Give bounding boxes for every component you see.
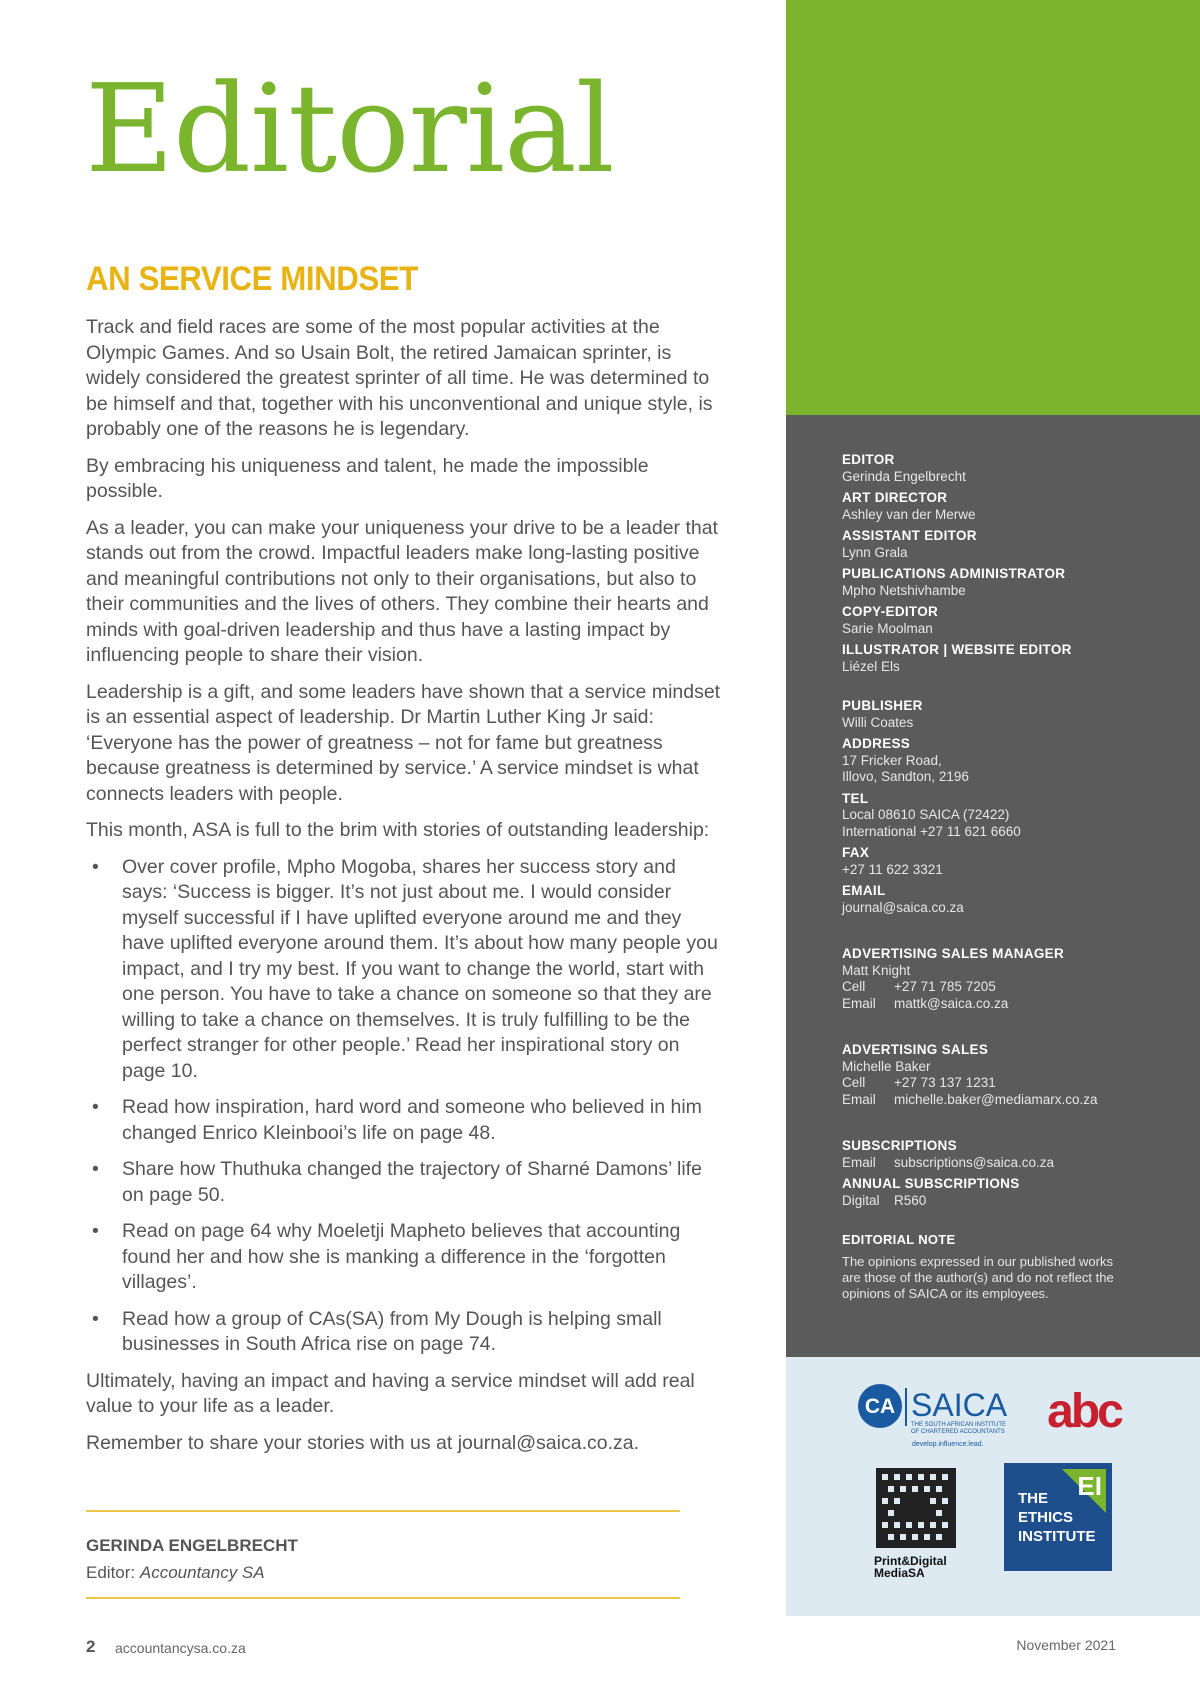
paragraph: As a leader, you can make your uniqueness your drive to be a leader that stands out from the crowd. Impactful leaders make long-lasting positive and meaningful contributions not only to their organisations, but also to their communities and the lives of others. They combine their hearts and minds with goal-driven leadership and thus have a lasting impact by influencing people to share their vision. (86, 516, 718, 666)
address-line: Illovo, Sandton, 2196 (842, 769, 969, 784)
list-item (86, 1157, 726, 1208)
article-body (86, 315, 726, 1467)
article-headline: AN SERVICE MINDSET (86, 260, 418, 298)
divider-bottom (86, 1597, 680, 1599)
list-item-text: Over cover profile, Mpho Mogoba, shares her success story and says: ‘Success is bigger. It’s not just about me. I would consider myself successful if I have uplifted everyone around me and they have uplifted everyone around them. It’s about how many people you impact, and I try my best. If you want to change the world, start with one person. You have to take a chance on someone so that they are willing to take a chance on themselves. It is truly fulfilling to be the perfect stranger for other people.’ Read her inspirational story on page 10. (122, 855, 718, 1082)
saica-mark: CA (864, 1395, 896, 1418)
abc-logo (1036, 1387, 1132, 1437)
annual-digital (842, 1193, 1182, 1210)
paragraph: Remember to share your stories with us at journal@saica.co.za. (86, 1431, 640, 1454)
digital-label: Digital (842, 1192, 880, 1208)
pub-admin-label: PUBLICATIONS ADMINISTRATOR (842, 566, 1066, 581)
signature-name: GERINDA ENGELBRECHT (86, 1536, 298, 1555)
ad-manager-name: Matt Knight (842, 962, 911, 978)
bullet: • (92, 1096, 99, 1118)
art-director-label: ART DIRECTOR (842, 490, 948, 505)
pub-admin-name: Mpho Netshivhambe (842, 582, 966, 598)
saica-tagline: develop.influence.lead. (912, 1441, 984, 1448)
ad-sales-cell (842, 1075, 1182, 1092)
annual-subscriptions-label: ANNUAL SUBSCRIPTIONS (842, 1176, 1020, 1191)
annual-digital-price: R560 (894, 1192, 927, 1208)
page-number: 2 (86, 1637, 96, 1656)
email-short-label: Email (842, 995, 876, 1011)
tel-label: TEL (842, 790, 869, 806)
ethics-text: ETHICS (1018, 1509, 1074, 1526)
list-item (86, 1307, 726, 1358)
ad-sales-cell-value: +27 73 137 1231 (894, 1075, 996, 1090)
ad-sales-email (842, 1092, 1182, 1109)
subscriptions-email (842, 1155, 1182, 1172)
subscriptions-email-value[interactable]: subscriptions@saica.co.za (894, 1154, 1055, 1170)
tel-local: Local 08610 SAICA (72422) (842, 807, 1010, 822)
email-short-label: Email (842, 1154, 876, 1170)
paragraph: Track and field races are some of the most popular activities at the Olympic Games. And so Usain Bolt, the retired Jamaican sprinter, is widely considered the greatest sprinter of all time. He was determined to be himself and that, together with his unconventional and unique style, is probably one of the reasons he is legendary. (86, 316, 713, 440)
illustrator-label: ILLUSTRATOR | WEBSITE EDITOR (842, 642, 1072, 657)
list-item-text: Read on page 64 why Moeletji Mapheto believes that accounting found her and how she is manking a difference in the ‘forgotten villages’. (122, 1220, 681, 1293)
list-item-text: Share how Thuthuka changed the trajectory of Sharné Damons’ life on page 50. (122, 1158, 702, 1206)
tel-international: International +27 11 621 6660 (842, 823, 1021, 839)
ethics-mark: EI (1077, 1471, 1102, 1501)
paragraph: Leadership is a gift, and some leaders have shown that a service mindset is an essential aspect of leadership. Dr Martin Luther King Jr said: ‘Everyone has the power of greatness – not for fame but greatness because greatness is determined by service.’ A service mindset is what connects leaders with people. (86, 680, 721, 805)
editorial-note-text: The opinions expressed in our published works are those of the author(s) and do not reflect the opinions of SAICA or its employees. (842, 1254, 1114, 1301)
editor-label: EDITOR (842, 452, 895, 467)
assistant-editor-name: Lynn Grala (842, 544, 908, 560)
pdm-grid-icon (874, 1466, 958, 1550)
ad-sales-email-value[interactable]: michelle.baker@mediamarx.co.za (894, 1091, 1098, 1107)
ad-manager-email (842, 996, 1182, 1013)
assistant-editor-label: ASSISTANT EDITOR (842, 528, 977, 543)
signature-publication: Accountancy SA (139, 1563, 265, 1582)
ethics-text: INSTITUTE (1018, 1528, 1096, 1545)
asa-logo (786, 0, 1200, 415)
divider-top (86, 1510, 680, 1512)
email-address[interactable]: journal@saica.co.za (842, 899, 964, 915)
cell-label: Cell (842, 979, 866, 994)
fax-label: FAX (842, 845, 870, 860)
paragraph: By embracing his uniqueness and talent, he made the impossible possible. (86, 454, 649, 502)
publisher-name: Willi Coates (842, 714, 914, 730)
publisher-label: PUBLISHER (842, 698, 923, 713)
print-digital-media-logo (874, 1466, 958, 1580)
footer-date: November 2021 (1016, 1637, 1116, 1653)
saica-subtitle: OF CHARTERED ACCOUNTANTS (911, 1429, 1005, 1435)
logo-panel (786, 1357, 1200, 1616)
brand-panel (786, 0, 1200, 415)
list-item (86, 1095, 726, 1146)
illustrator-name: Liézel Els (842, 658, 900, 674)
abc-text: abc (1047, 1387, 1121, 1437)
copy-editor-name: Sarie Moolman (842, 620, 933, 636)
editor-name: Gerinda Engelbrecht (842, 468, 966, 484)
paragraph: Ultimately, having an impact and having a service mindset will add real value to your life as a leader. (86, 1369, 695, 1417)
saica-logo (856, 1382, 1016, 1452)
signature-role-prefix: Editor: (86, 1563, 136, 1582)
pdm-name-line1: Print&Digital (874, 1554, 947, 1568)
page-title: Editorial (85, 58, 614, 200)
masthead (842, 452, 1182, 1214)
list-item (86, 1219, 726, 1296)
email-short-label: Email (842, 1091, 876, 1107)
ethics-text: THE (1018, 1490, 1048, 1507)
ad-manager-label: ADVERTISING SALES MANAGER (842, 946, 1065, 961)
address-line: 17 Fricker Road, (842, 752, 942, 768)
editorial-note-label: EDITORIAL NOTE (842, 1232, 956, 1247)
bullet: • (92, 1220, 99, 1242)
list-item-text: Read how a group of CAs(SA) from My Dough is helping small businesses in South Africa rise on page 74. (122, 1307, 662, 1355)
copy-editor-label: COPY-EDITOR (842, 604, 939, 619)
subscriptions-label: SUBSCRIPTIONS (842, 1138, 957, 1153)
fax-number: +27 11 622 3321 (842, 861, 943, 877)
bullet: • (92, 1307, 99, 1330)
list-item-text: Read how inspiration, hard word and someone who believed in him changed Enrico Kleinbooi’s life on page 48. (122, 1096, 702, 1144)
cell-label: Cell (842, 1075, 866, 1090)
saica-name: SAICA (911, 1387, 1008, 1423)
ethics-institute-logo (1004, 1463, 1112, 1571)
email-label: EMAIL (842, 883, 886, 898)
story-list (86, 855, 726, 1358)
bullet: • (92, 855, 99, 878)
ad-manager-cell-value: +27 71 785 7205 (894, 979, 996, 994)
address-label: ADDRESS (842, 736, 911, 751)
bullet: • (92, 1158, 99, 1180)
saica-subtitle: THE SOUTH AFRICAN INSTITUTE (911, 1422, 1007, 1428)
editorial-note (842, 1232, 1122, 1302)
ad-manager-email-value[interactable]: mattk@saica.co.za (894, 995, 1009, 1011)
signature-role (86, 1563, 265, 1583)
list-item (86, 855, 726, 1085)
art-director-name: Ashley van der Merwe (842, 506, 976, 522)
ad-manager-cell (842, 979, 1182, 996)
ad-sales-name: Michelle Baker (842, 1058, 931, 1074)
pdm-name-line2: MediaSA (874, 1566, 925, 1580)
ad-sales-label: ADVERTISING SALES (842, 1042, 989, 1057)
footer-url[interactable]: accountancysa.co.za (115, 1640, 246, 1656)
paragraph: This month, ASA is full to the brim with stories of outstanding leadership: (86, 819, 710, 841)
